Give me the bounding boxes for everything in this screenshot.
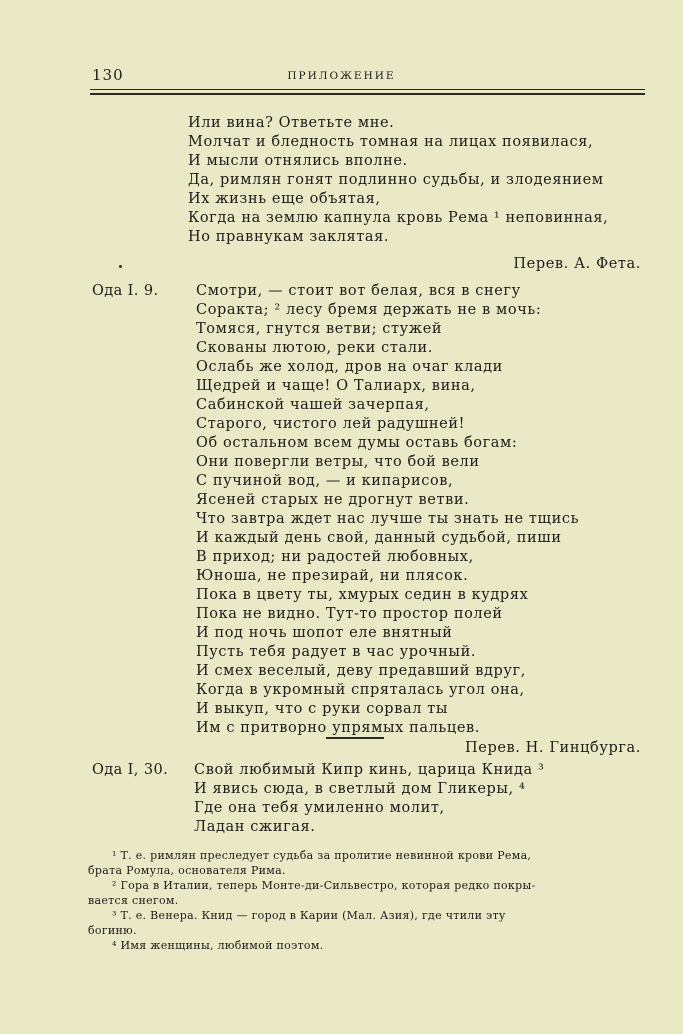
poem-line: Ладан сжигая. (194, 819, 316, 835)
poem-line: Ослабь же холод, дров на очаг клади (196, 359, 503, 375)
header-rule-thin (90, 89, 645, 90)
poem-line: Старого, чистого лей радушней! (196, 416, 466, 432)
poem-line: И мысли отнялись вполне. (188, 153, 408, 169)
poem-line: Свой любимый Кипр кинь, царица Книда ³ (194, 762, 545, 778)
section-separator (326, 737, 384, 739)
poem-line: Соракта; ² лесу бремя держать не в мочь: (196, 302, 542, 318)
poem-line: И выкуп, что с руки сорвал ты (196, 701, 448, 717)
poem-line: Молчат и бледность томная на лицах появилася, (188, 134, 594, 150)
poem-line: Об остальном всем думы оставь богам: (196, 435, 518, 451)
footnote: ⁴ Имя женщины, любимой поэтом. (112, 939, 324, 952)
poem-line: Смотри, — стоит вот белая, вся в снегу (196, 283, 521, 299)
footnote: ³ Т. е. Венера. Книд — город в Карии (Мал. Азия), где чтили эту (112, 909, 506, 922)
poem-line: Ясеней старых не дрогнут ветви. (196, 492, 470, 508)
poem-line: Им с притворно упрямых пальцев. (196, 720, 480, 736)
poem-line: Их жизнь еще объятая, (188, 191, 381, 207)
poem-line: Пока не видно. Тут-то простор полей (196, 606, 503, 622)
poem-line: Томяся, гнутся ветви; стужей (196, 321, 443, 337)
translator-credit: Перев. А. Фета. (513, 256, 641, 272)
footnote: вается снегом. (88, 894, 179, 907)
footnote: богиню. (88, 924, 137, 937)
poem-line: И каждый день свой, данный судьбой, пиши (196, 530, 562, 546)
page-number: 130 (92, 66, 124, 84)
poem-line: Когда в укромный спряталась угол она, (196, 682, 525, 698)
poem-line: Скованы лютою, реки стали. (196, 340, 434, 356)
footnote: ¹ Т. е. римлян преследует судьба за пролитие невинной крови Рема, (112, 849, 532, 862)
poem-line: Или вина? Ответьте мне. (188, 115, 395, 131)
poem-line: Что завтра ждет нас лучше ты знать не тщись (196, 511, 580, 527)
ode-label: Ода I, 30. (92, 762, 169, 778)
poem-line: И смех веселый, деву предавший вдруг, (196, 663, 526, 679)
poem-line: И явись сюда, в светлый дом Гликеры, ⁴ (194, 781, 526, 797)
footnote: ² Гора в Италии, теперь Монте-ди-Сильвестро, которая редко покры- (112, 879, 536, 892)
poem-line: Щедрей и чаще! О Талиарх, вина, (196, 378, 476, 394)
ode-label: Ода I. 9. (92, 283, 159, 299)
running-title: ПРИЛОЖЕНИЕ (287, 70, 396, 82)
poem-line: Пусть тебя радует в час урочный. (196, 644, 477, 660)
poem-line: С пучиной вод, — и кипарисов, (196, 473, 454, 489)
poem-line: В приход; ни радостей любовных, (196, 549, 474, 565)
poem-line: Да, римлян гонят подлинно судьбы, и злодеянием (188, 172, 604, 188)
header-rule-thick (90, 93, 645, 95)
translator-credit: Перев. Н. Гинцбурга. (465, 740, 641, 756)
poem-line: Они повергли ветры, что бой вели (196, 454, 480, 470)
footnote: брата Ромула, основателя Рима. (88, 864, 286, 877)
stray-dot (119, 265, 122, 268)
poem-line: Пока в цвету ты, хмурых седин в кудрях (196, 587, 529, 603)
poem-line: Но правнукам заклятая. (188, 229, 390, 245)
poem-line: Юноша, не презирай, ни плясок. (196, 568, 469, 584)
poem-line: Где она тебя умиленно молит, (194, 800, 445, 816)
poem-line: Когда на землю капнула кровь Рема ¹ неповинная, (188, 210, 609, 226)
poem-line: И под ночь шопот еле внятный (196, 625, 453, 641)
poem-line: Сабинской чашей зачерпая, (196, 397, 430, 413)
